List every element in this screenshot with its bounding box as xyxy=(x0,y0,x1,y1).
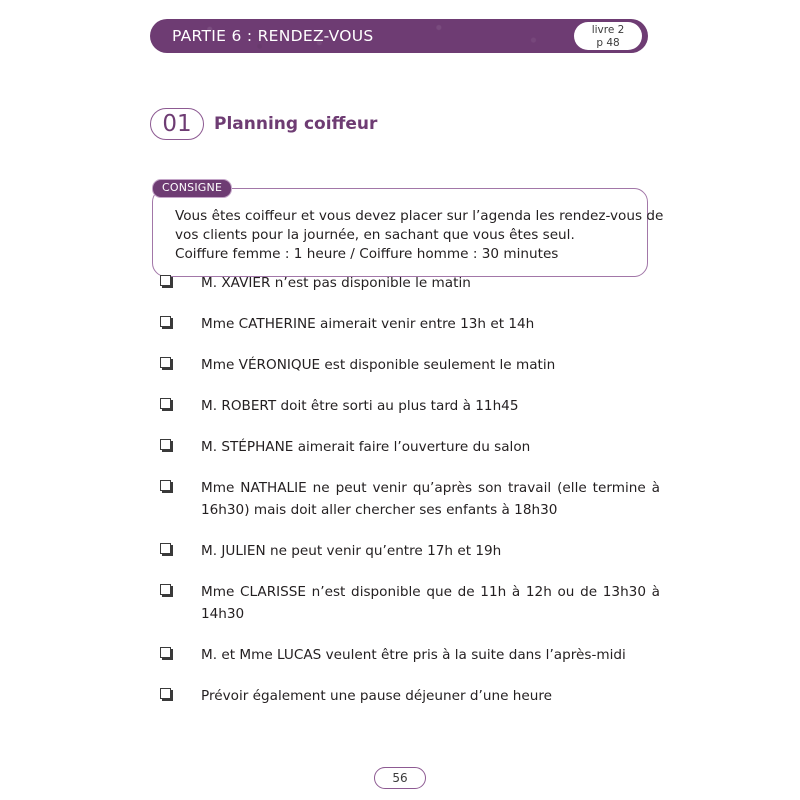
list-item-label: Prévoir également une pause déjeuner d’une heure xyxy=(201,688,553,704)
list-item-label: M. STÉPHANE aimerait faire l’ouverture du salon xyxy=(201,439,531,455)
checkbox-icon[interactable] xyxy=(160,275,173,288)
list-item[interactable] xyxy=(160,436,660,458)
consigne-line-3: Coiffure femme : 1 heure / Coiffure homme : 30 minutes xyxy=(175,246,559,262)
list-item-label: Mme CLARISSE n’est disponible que de 11h à 12h ou de 13h30 à 14h30 xyxy=(201,584,660,622)
checkbox-icon[interactable] xyxy=(160,439,173,452)
list-item[interactable] xyxy=(160,581,660,625)
checkbox-icon[interactable] xyxy=(160,584,173,597)
badge-page-line: p 48 xyxy=(596,36,620,49)
list-item-label: Mme VÉRONIQUE est disponible seulement le matin xyxy=(201,357,556,373)
checkbox-icon[interactable] xyxy=(160,543,173,556)
page-header-banner xyxy=(150,19,648,53)
list-item[interactable] xyxy=(160,313,660,335)
reference-badge xyxy=(574,22,642,50)
consigne-label: CONSIGNE xyxy=(152,179,232,198)
list-item[interactable] xyxy=(160,272,660,294)
checkbox-icon[interactable] xyxy=(160,316,173,329)
list-item-label: M. et Mme LUCAS veulent être pris à la suite dans l’après-midi xyxy=(201,647,626,663)
exercise-title: Planning coiffeur xyxy=(214,114,378,134)
list-item[interactable] xyxy=(160,477,660,521)
checkbox-icon[interactable] xyxy=(160,398,173,411)
exercise-number-badge: 01 xyxy=(150,108,204,140)
checkbox-icon[interactable] xyxy=(160,688,173,701)
page-title: PARTIE 6 : RENDEZ-VOUS xyxy=(172,27,374,45)
constraints-checklist xyxy=(160,272,660,726)
list-item[interactable] xyxy=(160,395,660,417)
list-item-label: M. JULIEN ne peut venir qu’entre 17h et 19h xyxy=(201,543,502,559)
list-item-label: Mme CATHERINE aimerait venir entre 13h et 14h xyxy=(201,316,535,332)
consigne-box xyxy=(152,188,664,277)
list-item[interactable] xyxy=(160,685,660,707)
page-number: 56 xyxy=(374,767,426,789)
list-item-label: Mme NATHALIE ne peut venir qu’après son travail (elle termine à 16h30) mais doit aller chercher ses enfants à 18h30 xyxy=(201,480,660,518)
consigne-line-2: vos clients pour la journée, en sachant que vous êtes seul. xyxy=(175,227,575,243)
exercise-heading xyxy=(150,108,377,140)
consigne-line-1: Vous êtes coiffeur et vous devez placer sur l’agenda les rendez-vous de xyxy=(175,208,664,224)
list-item[interactable] xyxy=(160,354,660,376)
consigne-section xyxy=(152,181,664,277)
checkbox-icon[interactable] xyxy=(160,357,173,370)
list-item[interactable] xyxy=(160,644,660,666)
list-item-label: M. XAVIER n’est pas disponible le matin xyxy=(201,275,471,291)
badge-book-line: livre 2 xyxy=(591,24,625,36)
checkbox-icon[interactable] xyxy=(160,647,173,660)
list-item-label: M. ROBERT doit être sorti au plus tard à 11h45 xyxy=(201,398,519,414)
list-item[interactable] xyxy=(160,540,660,562)
checkbox-icon[interactable] xyxy=(160,480,173,493)
